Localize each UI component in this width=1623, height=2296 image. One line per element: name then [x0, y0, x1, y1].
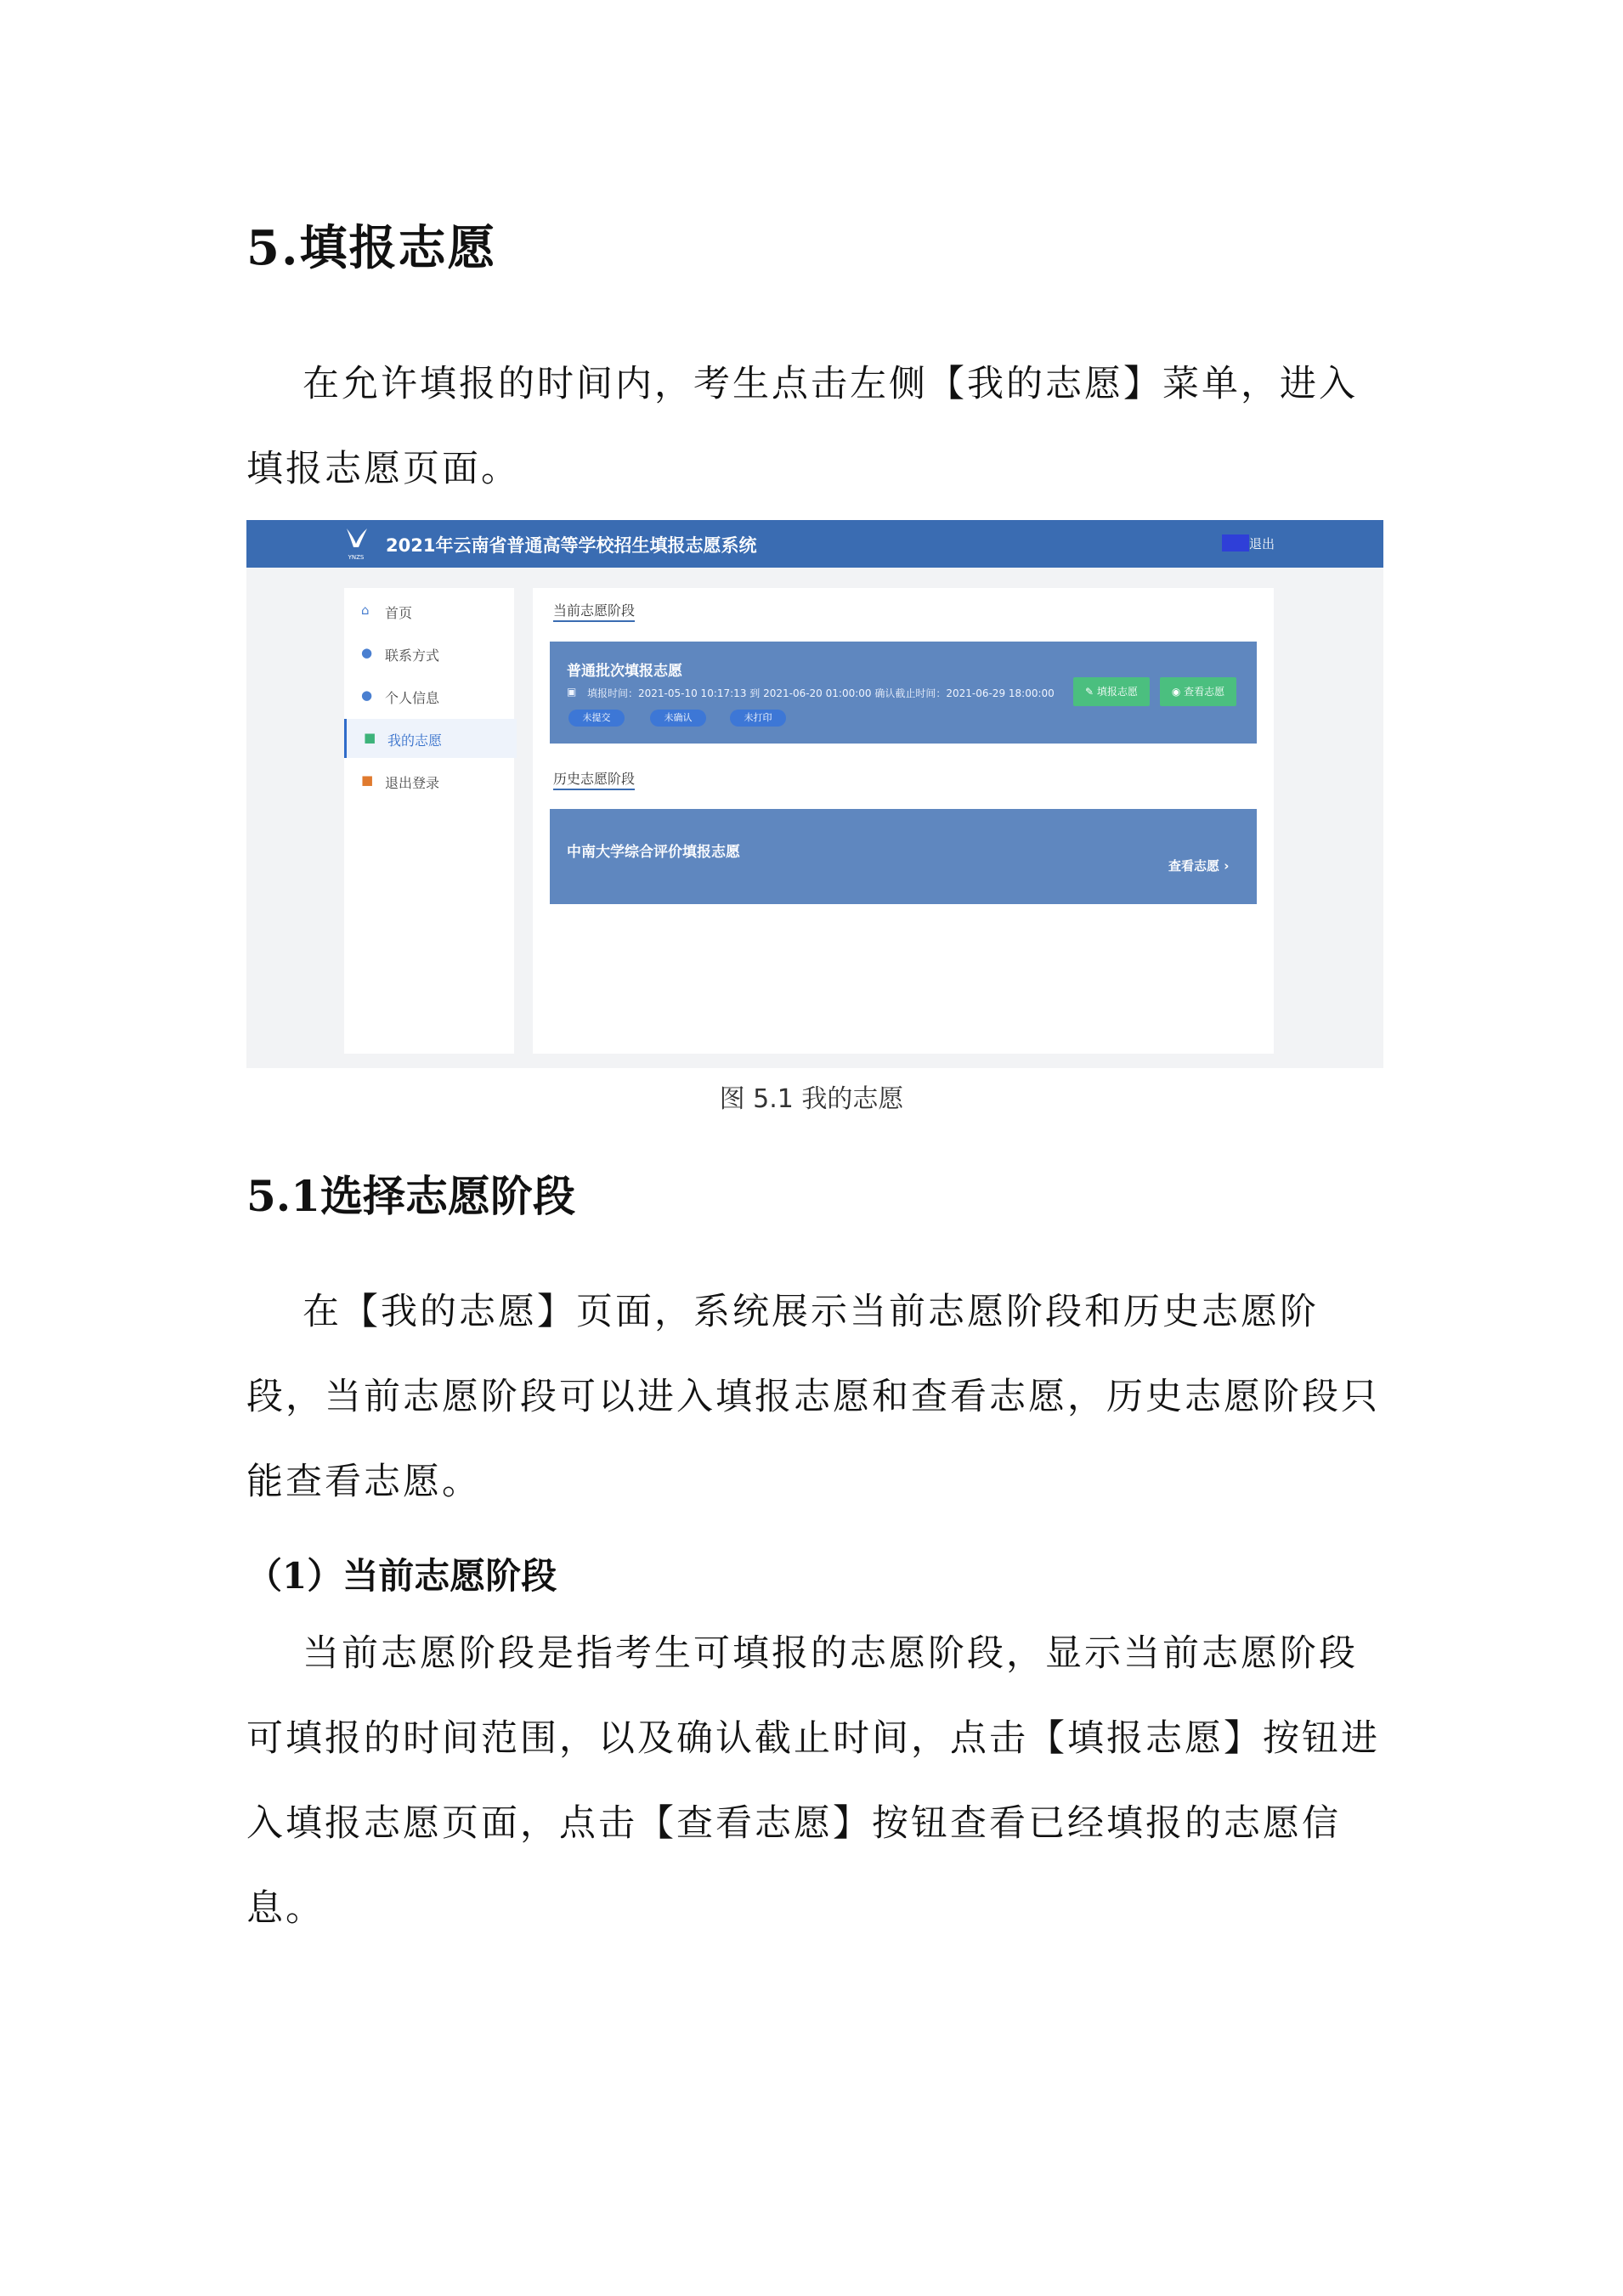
- edit-icon: ✎: [1085, 686, 1097, 698]
- fill-volunteer-button[interactable]: ✎ 填报志愿: [1073, 677, 1150, 706]
- calendar-icon: ▣: [567, 686, 577, 698]
- subsection-heading: 5.1选择志愿阶段: [246, 1171, 575, 1221]
- eye-icon: ◉: [1171, 686, 1185, 698]
- sidebar-item-label: 我的志愿: [387, 732, 443, 749]
- user-icon: ●: [361, 645, 373, 660]
- sidebar-item-logout[interactable]: [344, 761, 514, 800]
- logo-icon: [342, 525, 370, 563]
- chevron-right-icon: ›: [1224, 858, 1230, 874]
- status-badge: 未确认: [650, 710, 706, 727]
- current-stage-paragraph: 当前志愿阶段是指考生可填报的志愿阶段，显示当前志愿阶段可填报的时间范围，以及确认截止时间，点击【填报志愿】按钮进入填报志愿页面，点击【查看志愿】按钮查看已经填报的志愿信息。: [246, 1632, 1380, 1930]
- status-badge: 未提交: [568, 710, 625, 727]
- stage-paragraph: 在【我的志愿】页面，系统展示当前志愿阶段和历史志愿阶段，当前志愿阶段可以进入填报志愿和查看志愿，历史志愿阶段只能查看志愿。: [246, 1291, 1380, 1503]
- header-logout-link[interactable]: 退出: [1249, 536, 1275, 551]
- current-card-time: 填报时间：2021-05-10 10:17:13 到 2021-06-20 01:00:00 确认截止时间：2021-06-29 18:00:00: [587, 687, 1055, 699]
- logout-icon: ■: [361, 772, 374, 788]
- history-view-link[interactable]: 查看志愿 ›: [1168, 858, 1230, 874]
- section-heading: 5.填报志愿: [246, 220, 497, 276]
- user-name-redacted: [1222, 534, 1249, 551]
- sidebar-item-label: 联系方式: [385, 648, 440, 664]
- current-stage-heading: 当前志愿阶段: [553, 600, 635, 622]
- user-icon: ●: [361, 687, 373, 703]
- history-stage-heading: 历史志愿阶段: [553, 768, 635, 790]
- sidebar-item-home[interactable]: [344, 591, 514, 631]
- intro-paragraph: 在允许填报的时间内，考生点击左侧【我的志愿】菜单，进入填报志愿页面。: [246, 363, 1358, 490]
- document-icon: ■: [364, 730, 376, 745]
- sidebar-item-label: 首页: [385, 605, 413, 621]
- view-volunteer-button[interactable]: ◉ 查看志愿: [1160, 677, 1236, 706]
- main-panel: [533, 588, 1274, 1054]
- sidebar-item-label: 退出登录: [385, 775, 440, 791]
- home-icon: ⌂: [361, 602, 370, 618]
- history-card-title: 中南大学综合评价填报志愿: [567, 844, 740, 861]
- my-volunteer-screenshot: [246, 520, 1383, 1068]
- subsubsection-heading: （1）当前志愿阶段: [246, 1555, 557, 1597]
- logo-text: YNZS: [348, 554, 365, 561]
- sidebar: [344, 588, 514, 1054]
- sidebar-item-my-volunteer[interactable]: [344, 719, 517, 758]
- current-stage-card: [550, 642, 1257, 744]
- sidebar-item-contact[interactable]: [344, 634, 514, 673]
- status-badge: 未打印: [730, 710, 786, 727]
- sidebar-item-label: 个人信息: [385, 690, 440, 706]
- history-stage-card: [550, 809, 1257, 904]
- figure-caption: 图 5.1 我的志愿: [719, 1084, 904, 1114]
- sidebar-item-personal-info[interactable]: [344, 676, 514, 715]
- app-title: 2021年云南省普通高等学校招生填报志愿系统: [386, 535, 757, 556]
- current-card-title: 普通批次填报志愿: [567, 663, 682, 680]
